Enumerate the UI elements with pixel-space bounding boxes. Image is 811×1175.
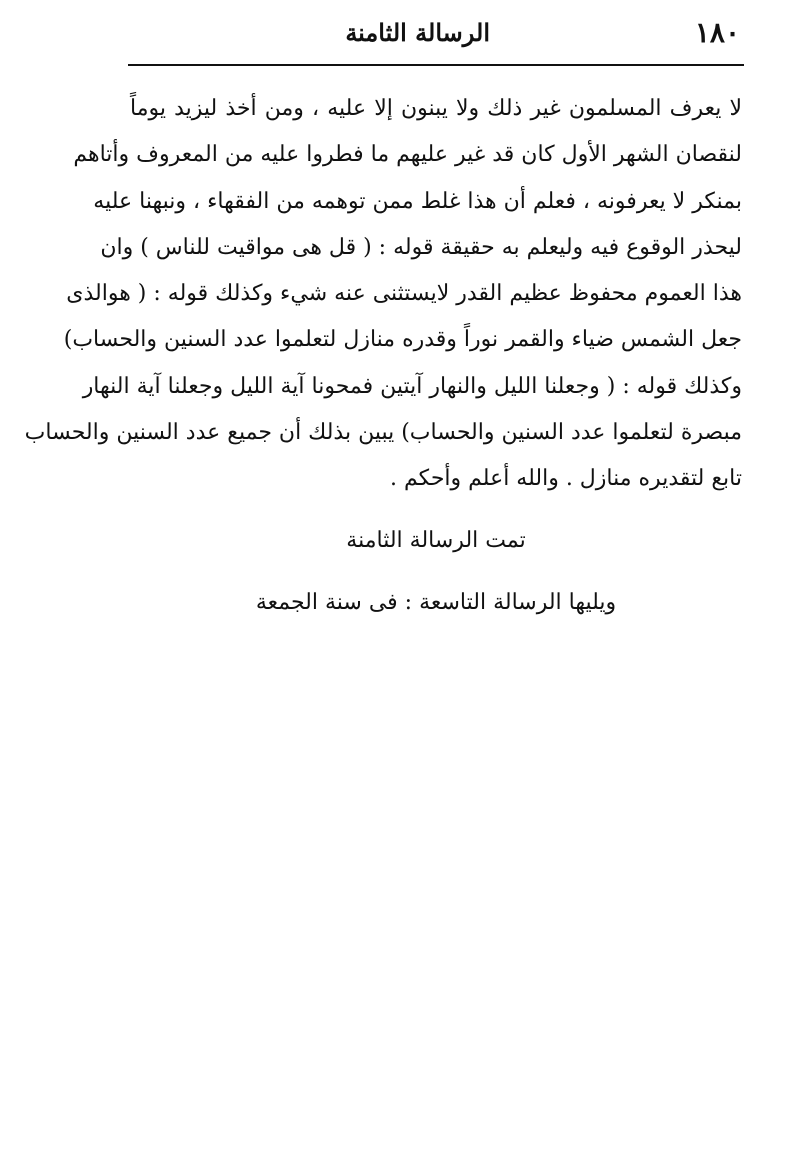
page-header [130, 14, 740, 54]
text-line: مبصرة لتعلموا عدد السنين والحساب) يبين بذلك أن جميع عدد السنين والحساب [24, 420, 742, 446]
text-line: وكذلك قوله : ( وجعلنا الليل والنهار آيتين فمحونا آية الليل وجعلنا آية النهار [82, 373, 742, 399]
text-line: لنقصان الشهر الأول كان قد غير عليهم ما فطروا عليه من المعروف وأتاهم [73, 142, 742, 168]
text-line: لا يعرف المسلمون غير ذلك ولا يبنون إلا عليه ، ومن أخذ ليزيد يوماً [130, 96, 742, 121]
end-of-treatise-note: تمت الرسالة الثامنة [346, 528, 526, 553]
running-title: الرسالة الثامنة [345, 18, 490, 47]
text-line: بمنكر لا يعرفونه ، فعلم أن هذا غلط ممن توهمه من الفقهاء ، ونبهنا عليه [93, 188, 742, 214]
next-treatise-note: ويليها الرسالة التاسعة : فى سنة الجمعة [255, 590, 617, 615]
page-number: ١٨٠ [694, 16, 740, 49]
body-paragraph [24, 86, 742, 503]
text-line: هذا العموم محفوظ عظيم القدر لايستثنى عنه شيء وكذلك قوله : ( هوالذى [66, 281, 742, 307]
text-line: تابع لتقديره منازل . والله أعلم وأحكم . [390, 466, 742, 492]
text-line: ليحذر الوقوع فيه وليعلم به حقيقة قوله : ( قل هى مواقيت للناس ) وان [100, 234, 742, 260]
header-divider [128, 64, 744, 66]
text-line: جعل الشمس ضياء والقمر نوراً وقدره منازل لتعلموا عدد السنين والحساب) [63, 327, 742, 353]
